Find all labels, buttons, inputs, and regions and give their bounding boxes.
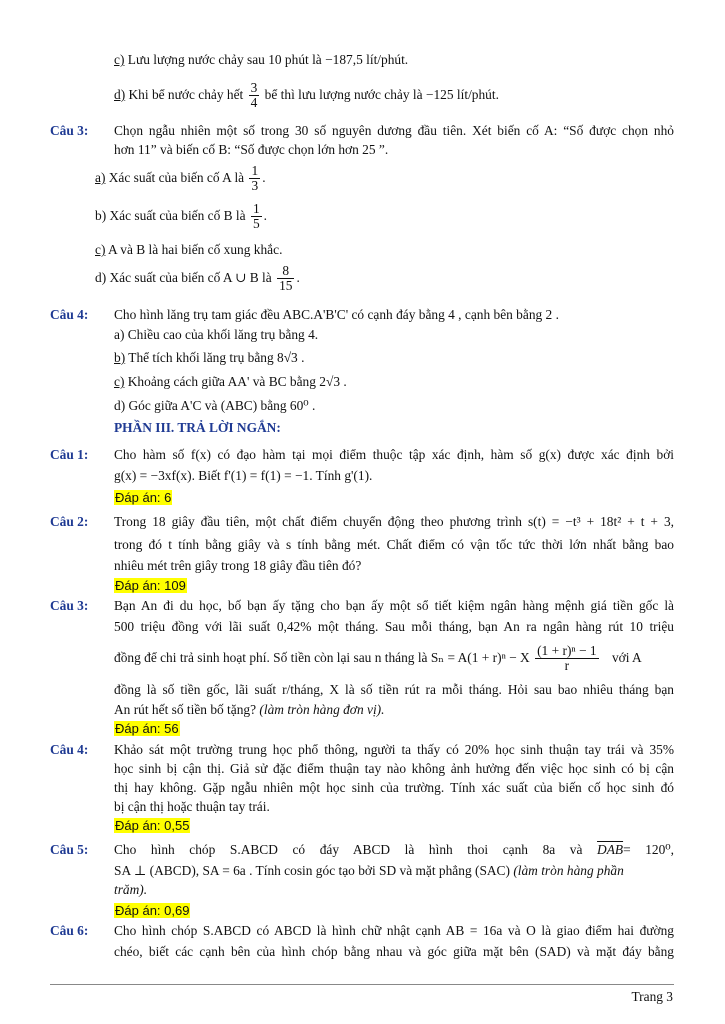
question-text: Cho hình lăng trụ tam giác đều ABC.A'B'C' có cạnh đáy bằng 4 , cạnh bên bằng 2 .: [114, 307, 559, 322]
fraction: $\frac{8}{15}$: [279, 263, 293, 294]
question-text: Chọn ngẫu nhiên một số trong 30 số nguyên dương đầu tiên. Xét biến cố A: “Số được chọn nhỏ: [114, 123, 674, 138]
answer: Đáp án: 56: [115, 721, 179, 736]
option-c: c) A và B là hai biến cố xung khắc.: [95, 242, 283, 257]
option-a: a) Xác suất của biến cố A là $\frac{1}{3}$ .: [95, 163, 266, 194]
option-c: c) Khoảng cách giữa AA' và BC bằng 2√3 .: [114, 374, 347, 389]
question-text: hơn 11” và biến cố B: “Số được chọn lớn hơn 25 ”.: [114, 142, 389, 157]
question-label: Câu 5:: [50, 842, 89, 857]
question-label: Câu 6:: [50, 923, 89, 938]
question-text: Khảo sát một trường trung học phổ thông, người ta thấy có 20% học sinh thuận tay trái và 35%: [114, 742, 674, 757]
question-text: chéo, biết các cạnh bên của hình chóp bằng nhau và góc giữa mặt bên (SAD) và mặt đáy bằng: [114, 944, 674, 959]
question-label: Câu 3:: [50, 123, 89, 138]
option-text: bể thì lưu lượng nước chảy là −125 lít/phút.: [264, 87, 499, 102]
option-label: c): [114, 52, 125, 67]
answer: Đáp án: 6: [115, 490, 172, 505]
question-text: Cho hình chóp S.ABCD có ABCD là hình chữ nhật cạnh AB = 16a và O là giao điểm hai đường: [114, 923, 674, 938]
question-text: Cho hình chóp S.ABCD có đáy ABCD là hình thoi cạnh 8a và $\overline{DAB}= 120^0$,: [114, 842, 674, 857]
page-number: Trang 3: [631, 989, 673, 1004]
question-text: SA ⊥ (ABCD), SA = 6a . Tính cosin góc tạo bởi SD và mặt phẳng (SAC) (làm tròn hàng phần: [114, 863, 624, 878]
angle-symbol: $\overline{DAB}$: [597, 842, 624, 857]
question-text: trong đó t tính bằng giây và s tính bằng mét. Chất điểm có vận tốc tức thời lớn nhất bằng bao: [114, 537, 674, 552]
fraction: $\frac{\text{(1 + r)ⁿ − 1}}{r}$: [537, 643, 597, 674]
option-b: b) Thể tích khối lăng trụ bằng 8√3 .: [114, 350, 305, 365]
question-label: Câu 4:: [50, 307, 89, 322]
footer-divider: [50, 984, 674, 985]
fraction: $\frac{1}{5}$: [252, 201, 260, 232]
fraction: $\frac{3}{4}$: [250, 80, 258, 111]
answer: Đáp án: 0,55: [115, 818, 190, 833]
option-label: d): [114, 87, 126, 102]
section-heading: PHẦN III. TRẢ LỜI NGẮN:: [114, 420, 281, 435]
option-text: Lưu lượng nước chảy sau 10 phút là −187,5 lít/phút.: [127, 52, 409, 67]
question-text: học sinh bị cận thị. Giả sử đặc điểm thuận tay nào không ảnh hưởng đến việc học sinh có bị cận: [114, 761, 674, 776]
question-text: đồng để chi trả sinh hoạt phí. Số tiền còn lại sau n tháng là Sₙ = A(1 + r)ⁿ − X $\frac{\text{(1 + r)ⁿ − 1}}{r}$ với A: [114, 643, 642, 674]
question-text: đồng là số tiền gốc, lãi suất r/tháng, X là số tiền rút ra mỗi tháng. Hỏi sau bao nhiêu tháng bạn: [114, 682, 674, 697]
question-text: thị hay không. Gặp ngẫu nhiên một học sinh của trường. Tính xác suất của biến cố học sinh đó: [114, 780, 674, 795]
option-c: [114, 51, 408, 69]
option-d: d) Xác suất của biến cố A ∪ B là $\frac{8}{15}$ .: [95, 263, 300, 294]
option-d: [114, 78, 499, 112]
question-text: Bạn An đi du học, bố bạn ấy tặng cho bạn ấy một sổ tiết kiệm ngân hàng mệnh giá tiền gốc là: [114, 598, 674, 613]
question-text: g(x) = −3xf(x). Biết f'(1) = f(1) = −1. Tính g'(1).: [114, 468, 373, 483]
question-text: bị cận thị hoặc thuận tay trái.: [114, 799, 270, 814]
answer: Đáp án: 0,69: [115, 903, 190, 918]
question-text: nhiêu mét trên giây trong 18 giây đầu tiên đó?: [114, 558, 362, 573]
question-text: Cho hàm số f(x) có đạo hàm tại mọi điểm thuộc tập xác định, hàm số g(x) được xác định bởi: [114, 447, 674, 462]
question-text: An rút hết số tiền bố tặng? (làm tròn hàng đơn vị).: [114, 702, 385, 717]
question-text: trăm).: [114, 882, 148, 897]
question-label: Câu 1:: [50, 447, 89, 462]
option-a: a) Chiều cao của khối lăng trụ bằng 4.: [114, 327, 319, 342]
answer: Đáp án: 109: [115, 578, 186, 593]
question-label: Câu 4:: [50, 742, 89, 757]
question-label: Câu 2:: [50, 514, 89, 529]
question-text: 500 triệu đồng với lãi suất 0,42% một tháng. Sau mỗi tháng, bạn An ra ngân hàng rút 10 triệu: [114, 619, 674, 634]
question-text: Trong 18 giây đầu tiên, một chất điểm chuyển động theo phương trình s(t) = −t³ + 18t² + t + 3,: [114, 514, 674, 529]
question-label: Câu 3:: [50, 598, 89, 613]
option-text: Khi bể nước chảy hết: [128, 87, 244, 102]
fraction: $\frac{1}{3}$: [251, 163, 259, 194]
option-b: b) Xác suất của biến cố B là $\frac{1}{5}$ .: [95, 201, 268, 232]
option-d: d) Góc giữa A'C và (ABC) bằng 60⁰ .: [114, 398, 316, 413]
